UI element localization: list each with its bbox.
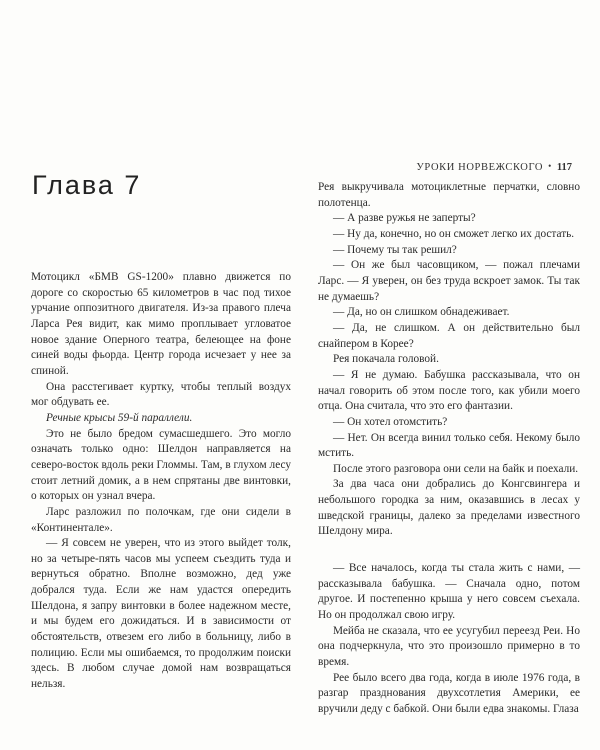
- running-header: [416, 161, 572, 173]
- paragraph: После этого разговора они сели на байк и поехали.: [333, 462, 579, 475]
- paragraph: Мейба не сказала, что ее усугубил переезд Реи. Но она подчеркнула, что это произошло примерно в то время.: [318, 624, 580, 669]
- paragraph: — Да, не слишком. А он действительно был снайпером в Корее?: [318, 321, 580, 350]
- paragraph: Это не было бредом сумасшедшего. Это могло означать только одно: Шелдон направляется на северо-восток вдоль реки Гломмы. Там, в глухом лесу стоит летний домик, а в нем спрятаны две винтовки, о которых он узнал вчера.: [31, 427, 291, 503]
- paragraph: — Он хотел отомстить?: [333, 415, 448, 428]
- paragraph: — Нет. Он всегда винил только себя. Некому было мстить.: [318, 431, 580, 460]
- paragraph: — Все началось, когда ты стала жить с нами, — рассказывала бабушка. — Сначала одно, потом другое. И постепенно крыша у него совсем съехала. Но он продолжал свою игру.: [318, 562, 580, 622]
- paragraph: — Я совсем не уверен, что из этого выйдет толк, но за четыре-пять часов мы успеем съездить туда и вернуться обратно. Вполне возможно, дед уже добрался туда. Если же нам удастся опередить Шелдона, я запру винтовки в более надежном месте, и мы будем его дожидаться. И в зависимости от обстоятельств, отвезем его либо в больницу, либо в полицию. Если мы ошибаемся, то продолжим поиски здесь. В любом случае домой нам возвращаться нельзя.: [31, 537, 291, 691]
- paragraph: — Я не думаю. Бабушка рассказывала, что он начал говорить об этом после того, как убили моего отца. Она считала, что это его фантазии.: [318, 368, 580, 413]
- section-break: [318, 540, 580, 561]
- paragraph: — Ну да, конечно, но он сможет легко их достать.: [333, 227, 575, 240]
- paragraph: — А разве ружья не заперты?: [333, 212, 476, 225]
- paragraph: Мотоцикл «БМВ GS-1200» плавно движется по дороге со скоростью 65 километров в час под тихое урчание оппозитного двигателя. Из-за правого плеча Ларса Рея видит, как мимо проплывает угловатое новое здание Оперного театра, белеющее на фоне синей воды фьорда. Центр города исчезает у нее за спиной.: [31, 271, 291, 377]
- paragraph: — Он же был часовщиком, — пожал плечами Ларс. — Я уверен, он без труда вскроет замок. Ты так не думаешь?: [318, 259, 580, 303]
- running-title: УРОКИ НОРВЕЖСКОГО: [416, 162, 544, 173]
- left-column: [31, 270, 291, 693]
- paragraph: — Да, но он слишком обнадеживает.: [333, 306, 510, 319]
- paragraph: Рея выкручивала мотоциклетные перчатки, словно полотенца.: [318, 181, 580, 209]
- paragraph: Рее было всего два года, когда в июле 1976 года, в разгар празднования двухсотлетия Америки, ее вручили деду с бабкой. Они были едва знакомы. Глаза: [318, 671, 580, 715]
- paragraph: Ларс разложил по полочкам, где они сидели в «Континентале».: [31, 505, 291, 534]
- right-column: [318, 180, 580, 718]
- page-number: 117: [556, 162, 572, 173]
- header-separator: •: [548, 161, 552, 171]
- paragraph: Она расстегивает куртку, чтобы теплый воздух мог обдувать ее.: [31, 380, 291, 409]
- italic-paragraph: Речные крысы 59-й параллели.: [46, 411, 193, 424]
- paragraph: Рея покачала головой.: [333, 353, 439, 366]
- chapter-title: Глава 7: [32, 170, 142, 200]
- paragraph: — Почему ты так решил?: [333, 243, 457, 256]
- paragraph: За два часа они добрались до Конгсвингера и небольшого городка за ним, оказавшись в лесах у шведской границы, далеко за пределами известного Шелдону мира.: [318, 478, 580, 538]
